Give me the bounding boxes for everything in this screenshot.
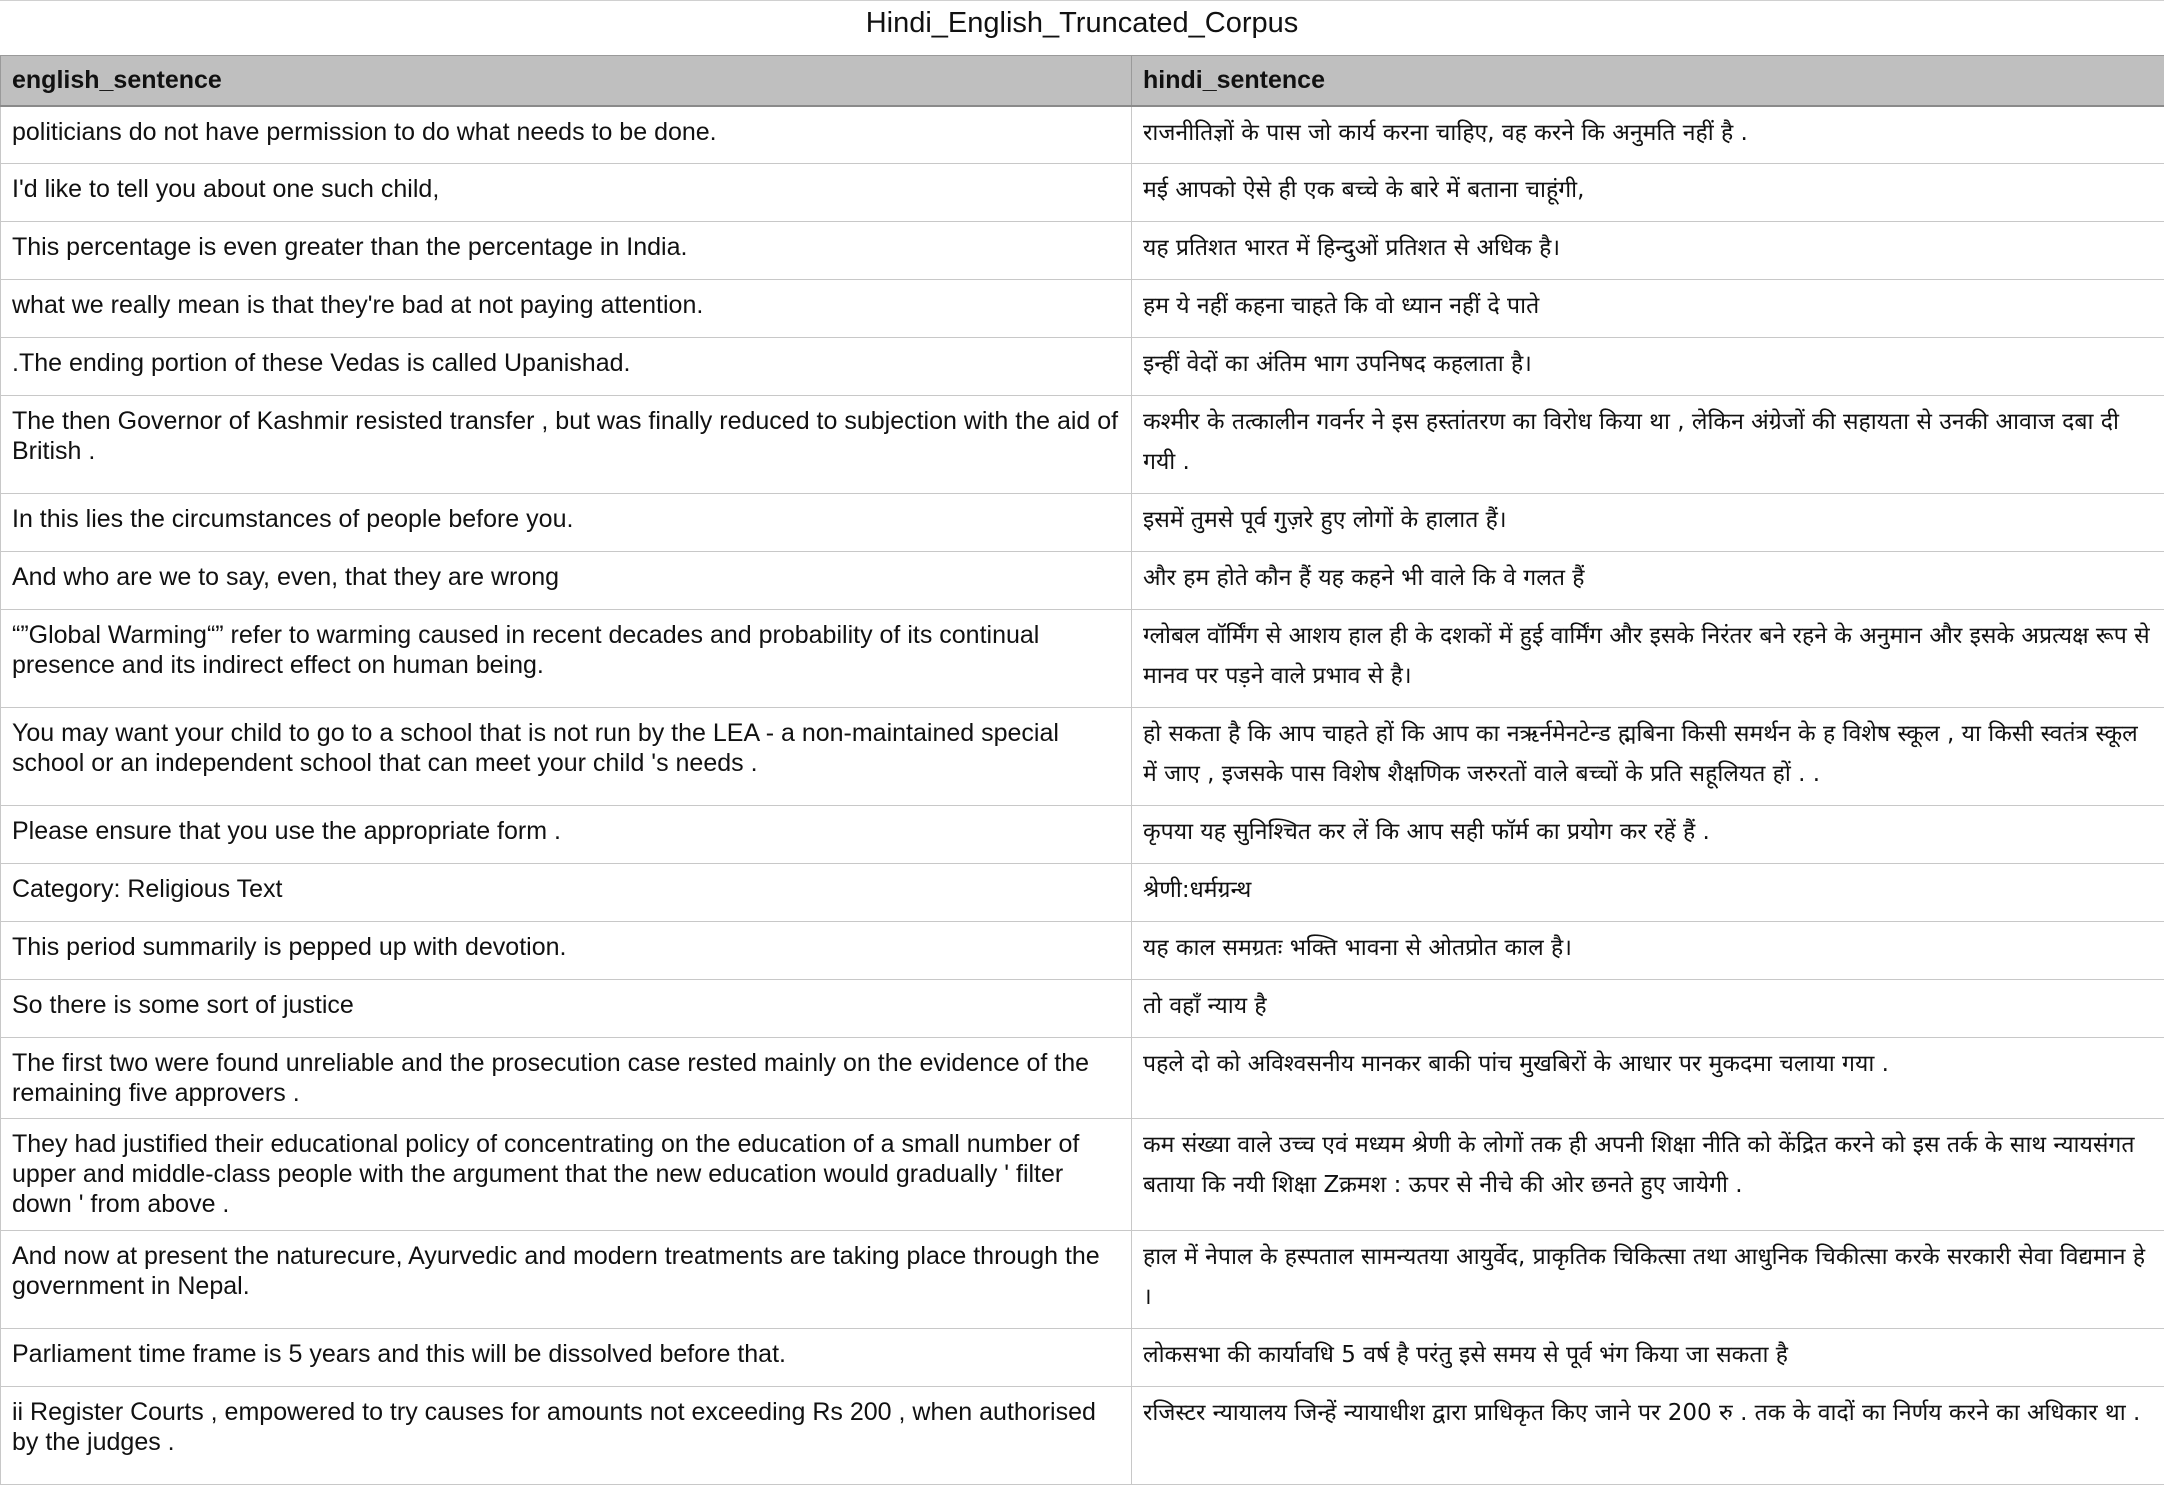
table-row — [1, 164, 2164, 222]
english-sentence-cell[interactable]: Category: Religious Text — [1, 864, 1132, 922]
hindi-sentence-cell[interactable]: हम ये नहीं कहना चाहते कि वो ध्यान नहीं दे पाते — [1132, 280, 2164, 338]
english-sentence-cell[interactable]: The first two were found unreliable and the prosecution case rested mainly on the evidence of the remaining five approvers . — [1, 1038, 1132, 1119]
sheet-title: Hindi_English_Truncated_Corpus — [865, 7, 1299, 39]
table-row — [1, 1329, 2164, 1387]
hindi-sentence-cell[interactable]: हाल में नेपाल के हस्पताल सामन्यतया आयुर्वेद, प्राकृतिक चिकित्सा तथा आधुनिक चिकीत्सा करके सरकारी सेवा विद्यमान हे । — [1132, 1231, 2164, 1329]
table-row — [1, 396, 2164, 494]
table-row — [1, 106, 2164, 164]
hindi-sentence-cell[interactable]: कश्मीर के तत्कालीन गवर्नर ने इस हस्तांतरण का विरोध किया था , लेकिन अंग्रेजों की सहायता से उनकी आवाज दबा दी गयी . — [1132, 396, 2164, 494]
table-row — [1, 708, 2164, 806]
table-row — [1, 1038, 2164, 1119]
hindi-sentence-cell[interactable]: इन्हीं वेदों का अंतिम भाग उपनिषद कहलाता है। — [1132, 338, 2164, 396]
table-row — [1, 980, 2164, 1038]
hindi-sentence-cell[interactable]: श्रेणी:धर्मग्रन्थ — [1132, 864, 2164, 922]
hindi-sentence-cell[interactable]: और हम होते कौन हैं यह कहने भी वाले कि वे गलत हैं — [1132, 552, 2164, 610]
english-sentence-cell[interactable]: The then Governor of Kashmir resisted transfer , but was finally reduced to subjection with the aid of British . — [1, 396, 1132, 494]
hindi-sentence-cell[interactable]: इसमें तुमसे पूर्व गुज़रे हुए लोगों के हालात हैं। — [1132, 494, 2164, 552]
hindi-sentence-cell[interactable]: कम संख्या वाले उच्च एवं मध्यम श्रेणी के लोगों तक ही अपनी शिक्षा नीति को केंद्रित करने को इस तर्क के साथ न्यायसंगत बताया कि नयी शिक्षा Zक्रमश : ऊपर से नीचे की ओर छनते हुए जायेगी . — [1132, 1119, 2164, 1231]
table-row — [1, 864, 2164, 922]
hindi-sentence-cell[interactable]: मई आपको ऐसे ही एक बच्चे के बारे में बताना चाहूंगी, — [1132, 164, 2164, 222]
table-row — [1, 1231, 2164, 1329]
data-table — [0, 55, 2164, 1485]
english-sentence-cell[interactable]: They had justified their educational policy of concentrating on the education of a small number of upper and middle-class people with the argument that the new education would gradually ' filter down ' from above . — [1, 1119, 1132, 1231]
table-row — [1, 922, 2164, 980]
english-sentence-cell[interactable]: This percentage is even greater than the percentage in India. — [1, 222, 1132, 280]
english-sentence-cell[interactable]: And who are we to say, even, that they are wrong — [1, 552, 1132, 610]
hindi-sentence-cell[interactable]: यह काल समग्रतः भक्ति भावना से ओतप्रोत काल है। — [1132, 922, 2164, 980]
english-sentence-cell[interactable]: politicians do not have permission to do what needs to be done. — [1, 106, 1132, 164]
english-sentence-cell[interactable]: In this lies the circumstances of people before you. — [1, 494, 1132, 552]
table-row — [1, 222, 2164, 280]
hindi-sentence-cell[interactable]: लोकसभा की कार्यावधि 5 वर्ष है परंतु इसे समय से पूर्व भंग किया जा सकता है — [1132, 1329, 2164, 1387]
hindi-sentence-cell[interactable]: तो वहाँ न्याय है — [1132, 980, 2164, 1038]
hindi-sentence-cell[interactable]: पहले दो को अविश्वसनीय मानकर बाकी पांच मुखबिरों के आधार पर मुकदमा चलाया गया . — [1132, 1038, 2164, 1119]
table-row — [1, 280, 2164, 338]
header-row — [1, 56, 2164, 106]
english-sentence-cell[interactable]: Parliament time frame is 5 years and this will be dissolved before that. — [1, 1329, 1132, 1387]
english-sentence-cell[interactable]: Please ensure that you use the appropriate form . — [1, 806, 1132, 864]
table-row — [1, 610, 2164, 708]
english-sentence-cell[interactable]: .The ending portion of these Vedas is called Upanishad. — [1, 338, 1132, 396]
english-sentence-cell[interactable]: So there is some sort of justice — [1, 980, 1132, 1038]
hindi-sentence-cell[interactable]: ग्लोबल वॉर्मिंग से आशय हाल ही के दशकों में हुई वार्मिंग और इसके निरंतर बने रहने के अनुमान और इसके अप्रत्यक्ष रूप से मानव पर पड़ने वाले प्रभाव से है। — [1132, 610, 2164, 708]
table-row — [1, 806, 2164, 864]
table-row — [1, 552, 2164, 610]
table-row — [1, 338, 2164, 396]
table-row — [1, 1387, 2164, 1485]
hindi-sentence-cell[interactable]: हो सकता है कि आप चाहते हों कि आप का नऋर्नमेनटेन्ड ह्मबिना किसी समर्थन के ह विशेष स्कूल , या किसी स्वतंत्र स्कूल में जाए , इजसके पास विशेष शैक्षणिक जरुरतों वाले बच्चों के प्रति सहूलियत हों . . — [1132, 708, 2164, 806]
table-row — [1, 1119, 2164, 1231]
english-sentence-cell[interactable]: what we really mean is that they're bad at not paying attention. — [1, 280, 1132, 338]
english-sentence-cell[interactable]: And now at present the naturecure, Ayurvedic and modern treatments are taking place through the government in Nepal. — [1, 1231, 1132, 1329]
english-sentence-cell[interactable]: This period summarily is pepped up with devotion. — [1, 922, 1132, 980]
english-sentence-cell[interactable]: “”Global Warming“” refer to warming caused in recent decades and probability of its continual presence and its indirect effect on human being. — [1, 610, 1132, 708]
column-header-hindi-sentence[interactable]: hindi_sentence — [1132, 56, 2164, 106]
hindi-sentence-cell[interactable]: कृपया यह सुनिश्चित कर लें कि आप सही फॉर्म का प्रयोग कर रहें हैं . — [1132, 806, 2164, 864]
table-row — [1, 494, 2164, 552]
english-sentence-cell[interactable]: You may want your child to go to a school that is not run by the LEA - a non-maintained special school or an independent school that can meet your child 's needs . — [1, 708, 1132, 806]
hindi-sentence-cell[interactable]: रजिस्टर न्यायालय जिन्हें न्यायाधीश द्वारा प्राधिकृत किए जाने पर 200 रु . तक के वादों का निर्णय करने का अधिकार था . — [1132, 1387, 2164, 1485]
hindi-sentence-cell[interactable]: राजनीतिज्ञों के पास जो कार्य करना चाहिए, वह करने कि अनुमति नहीं है . — [1132, 106, 2164, 164]
hindi-sentence-cell[interactable]: यह प्रतिशत भारत में हिन्दुओं प्रतिशत से अधिक है। — [1132, 222, 2164, 280]
english-sentence-cell[interactable]: I'd like to tell you about one such child, — [1, 164, 1132, 222]
column-header-english-sentence[interactable]: english_sentence — [1, 56, 1132, 106]
english-sentence-cell[interactable]: ii Register Courts , empowered to try causes for amounts not exceeding Rs 200 , when authorised by the judges . — [1, 1387, 1132, 1485]
